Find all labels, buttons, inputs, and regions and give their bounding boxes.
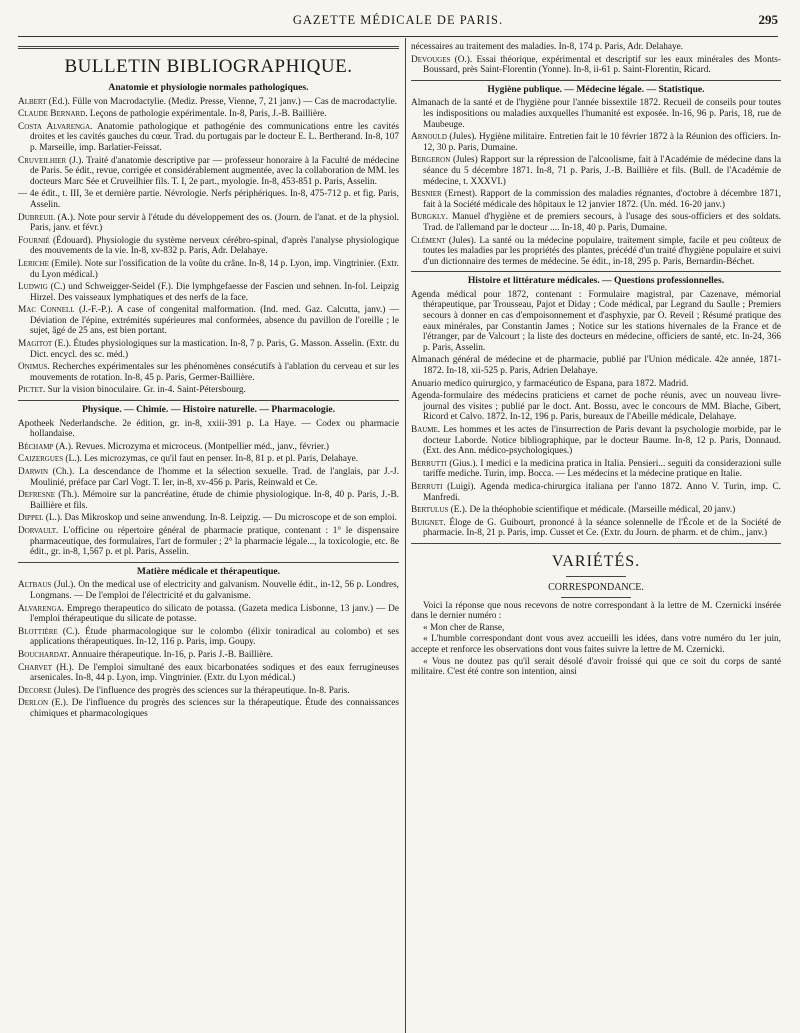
- bibliography-entry: [18, 686, 399, 697]
- entry-text: (H.). De l'emploi simultané des eaux bicarbonatées sodiques et des eaux ferrugineuses arsenicales. In-8, 44 p. Lyon, imp. Vingtrinier. (Extr. du Lyon médical.): [30, 662, 399, 684]
- bibliography-entry: [18, 259, 399, 280]
- bibliography-entry: [411, 425, 781, 457]
- entry-author: Claude Bernard.: [18, 109, 88, 120]
- entry-author: Alvarenga.: [18, 603, 64, 614]
- bibliography-entry: [18, 385, 399, 396]
- entry-text: Emprego therapeutico do silicato de potassa. (Gazeta medica Lisbonne, 13 janv.) — De l'emploi thérapeutique du silicate de potasse.: [30, 603, 399, 625]
- bibliography-entry: [18, 282, 399, 303]
- entry-text: Almanach général de médecine et de pharmacie, publié par l'Union médicale. 42e année, 1871-1872. In-18, xii-525 p. Paris, Adrien Delahaye.: [411, 355, 781, 377]
- entry-text: (O.). Essai théorique, expérimental et descriptif sur les eaux minérales des Monts-Boussard, près Saint-Florentin (Yonne). In-8, ii-61 p. Saint-Florentin, Ricard.: [423, 54, 781, 76]
- entry-text: Anatomie pathologique et pathogénie des communications entre les cavités droites et les cavités gauches du cœur. Trad. du portugais par le docteur E. L. Bertherand. In-8, 107 p. Marseille, imp. Barlatier-Feissat.: [30, 121, 399, 153]
- bibliography-entry: [411, 55, 781, 76]
- entry-text: (Jul.). On the medical use of electricity and galvanism. Nouvelle édit., in-12, 56 p. Londres, Longmans. — De l'emploi de l'électricité et du galvanisme.: [30, 580, 399, 601]
- bibliography-entry: [411, 505, 781, 516]
- entry-text: (E.). De l'influence du progrès des sciences sur la thérapeutique. Étude des connaissances chimiques et pharmacologiques: [30, 698, 399, 719]
- entry-text: (Luigi). Agenda medica-chirurgica italiana per l'anno 1872. Anno V. Turin, imp. C. Manfredi.: [423, 481, 781, 503]
- entry-author: Onimus.: [18, 362, 50, 373]
- bibliography-entry: [18, 604, 399, 625]
- entry-text: (Gius.). I medici e la medicina pratica in Italia. Pensieri... seguiti da considerazioni sulle tariffe mediche. Turin, imp. Bocca. — Les médecins et la médecine pratique en Italie.: [423, 458, 781, 480]
- right-sections: [411, 80, 781, 539]
- entry-text: Les hommes et les actes de l'insurrection de Paris devant la psychologie morbide, par le docteur Laborde. Notice bibliographique, par le docteur Baume. In-8, 12 p. Paris, Donnaud. (Ext. des Ann. médico-psychologiques.): [423, 425, 781, 457]
- entry-author: Defresne: [18, 490, 56, 501]
- entry-author: Magitot: [18, 339, 53, 350]
- correspondance-paragraph: Voici la réponse que nous recevons de notre correspondant à la lettre de M. Czernicki insérée dans le dernier numéro :: [411, 600, 781, 622]
- entry-author: Pictet.: [18, 385, 46, 396]
- entry-author: Derlon: [18, 698, 49, 709]
- entry-text: (A.). Revues. Microzyma et microceus. (Montpellier méd., janv., février.): [55, 441, 330, 452]
- entry-text: (Jules) Rapport sur la répression de l'alcoolisme, fait à l'Académie de médecine dans la séance du 5 décembre 1871. In-8, 71 p. Paris, J.-B. Baillière et fils. (Bull. de l'Académie de médecine, t. XXXVI.): [423, 155, 781, 187]
- bibliography-entry: [18, 663, 399, 684]
- bibliography-entry: [411, 290, 781, 354]
- bibliography-entry: [18, 513, 399, 524]
- entry-text: L'officine ou répertoire général de pharmacie pratique, contenant : 1° le dispensaire pharmaceutique, des formulaires, l'art de formuler ; 2° la pharmacie légale..., la toxicologie, etc. 8e édit., gr. in-8, 1,567 p. et pl. Paris, Asselin.: [30, 525, 399, 558]
- page-number: 295: [758, 12, 778, 27]
- entry-author: Cruveilhier: [18, 155, 67, 166]
- section-heading: Matière médicale et thérapeutique.: [136, 565, 281, 577]
- correspondance-underline: [561, 597, 631, 598]
- entry-author: Besnier: [411, 189, 442, 200]
- entry-author: Ludwig: [18, 282, 48, 293]
- bibliography-entry: [411, 155, 781, 187]
- bibliography-entry: [411, 236, 781, 268]
- entry-text: Leçons de pathologie expérimentale. In-8, Paris, J.-B. Baillière.: [89, 109, 327, 120]
- journal-title: GAZETTE MÉDICALE DE PARIS.: [292, 13, 504, 27]
- bibliography-entry: [18, 339, 399, 360]
- entry-author: Caizergues: [18, 454, 64, 465]
- section-heading: Histoire et littérature médicales. — Questions professionnelles.: [467, 275, 725, 287]
- entry-author: Buignet.: [411, 517, 446, 528]
- right-top-entries: [411, 55, 781, 76]
- continuation-text: nécessaires au traitement des maladies. In-8, 174 p. Paris, Adr. Delahaye.: [411, 42, 684, 52]
- section-rule: [411, 271, 781, 272]
- entry-text: Agenda médical pour 1872, contenant : Formulaire magistral, par Cazenave, mémorial thérapeutique, par Trousseau, Pajot et Diday ; Code médical, par Legrand du Saulle ; Premiers secours à donner en cas d'empoisonnement et d'asphyxie, par O. Reveil ; Résumé pratique des eaux minérales, par Constantin James ; Notice sur les stations hivernales de la France et de l'étranger, par de Valcourt ; la liste des docteurs en médecine, officiers de santé, etc. In-24, 366 p. Paris, Asselin.: [411, 289, 781, 353]
- correspondance-body: [411, 601, 781, 678]
- entry-author: Baume.: [411, 425, 441, 435]
- page-header: [18, 10, 778, 37]
- bibliography-entry: [411, 132, 781, 153]
- entry-text: — 4e édit., t. III, 3e et dernière partie. Névrologie. Nerfs périphériques. In-8, 475-712 p. et fig. Paris, Asselin.: [18, 189, 399, 210]
- bibliography-entry: [411, 98, 781, 130]
- entry-author: Altbaus: [18, 580, 52, 591]
- entry-author: Decorse: [18, 685, 52, 696]
- entry-author: Burgkly.: [411, 212, 448, 223]
- entry-text: (C.). Étude pharmacologique sur le colombo (élixir toniradical au colombo) et ses applications thérapeutiques. In-12, 116 p. Paris, imp. Goupy.: [30, 626, 399, 648]
- entry-author: Fournié: [18, 235, 50, 246]
- entry-author: Berrutti: [411, 458, 447, 469]
- correspondance-heading: CORRESPONDANCE.: [548, 581, 644, 593]
- entry-text: (Ed.). Fülle von Macrodactylie. (Mediz. Presse, Vienne, 7, 21 janv.) — Cas de macrodactylie.: [48, 96, 398, 107]
- entry-text: Recherches expérimentales sur les phénomènes consécutifs à l'ablation du cerveau et sur les mouvements de rotation. In-8, 45 p. Paris, Germer-Baillière.: [30, 362, 399, 383]
- entry-text: (Ernest). Rapport de la commission des maladies régnantes, d'octobre à décembre 1871, fait à la Société médicale des hôpitaux le 12 janvier 1872. (Un. méd. 16-20 janv.): [423, 189, 781, 210]
- entry-text: Anuario medico quirurgico, y farmacéutico de Espana, para 1872. Madrid.: [411, 378, 689, 389]
- bibliography-entry: [18, 490, 399, 511]
- bibliography-entry: [18, 122, 399, 154]
- entry-author: Bergeron: [411, 155, 451, 166]
- bibliography-entry: [411, 212, 781, 233]
- bibliography-entry: [18, 97, 399, 108]
- correspondance-paragraph: « L'humble correspondant dont vous avez accueilli les idées, dans votre numéro du 1er juin, accepte et renforce les observations dont vous faites suivre la lettre de M. Czernicki.: [411, 634, 781, 655]
- bibliography-entry: [18, 419, 399, 440]
- bibliography-entry: [18, 305, 399, 337]
- entry-author: Dubreuil: [18, 212, 56, 223]
- entry-text: (L.). Les microzymas, ce qu'il faut en penser. In-8, 81 p. et pl. Paris, Delahaye.: [65, 454, 359, 465]
- bibliography-entry: [18, 236, 399, 257]
- entry-text: Apotheek Nederlandsche. 2e édition, gr. in-8, xxiii-391 p. La Haye. — Codex ou pharmacie hollandaise.: [18, 418, 399, 440]
- right-column: [411, 42, 781, 1029]
- entry-author: Mac Connell: [18, 305, 75, 316]
- varietes-underline: [566, 576, 626, 577]
- bibliography-entry: [411, 355, 781, 376]
- entry-text: (Th.). Mémoire sur la pancréatine, étude de chimie physiologique. In-8, 40 p. Paris, J.-B. Baillière et fils.: [30, 490, 399, 511]
- entry-text: Sur la vision binoculaire. Gr. in-4. Saint-Pétersbourg.: [47, 385, 246, 396]
- entry-author: Costa Alvarenga.: [18, 121, 93, 132]
- entry-text: (Emile). Note sur l'ossification de la voûte du crâne. In-8, 14 p. Lyon, imp. Vingtrinier. (Extr. du Lyon médical.): [30, 258, 399, 280]
- bibliography-entry: [18, 109, 399, 120]
- title-rule: [18, 46, 399, 49]
- entry-author: Béchamp: [18, 441, 54, 452]
- entry-text: (J.-F.-P.). A case of congenital malformation. (Ind. med. Gaz. Calcutta, janv.) — Déviation de l'épine, extrémités supérieures mal conformées, absence du pavillon de l'oreille ; le sujet, âgé de 25 ans, est bien portant.: [30, 305, 399, 337]
- bibliography-entry: [18, 526, 399, 558]
- entry-author: Charvet: [18, 662, 53, 673]
- bulletin-title: BULLETIN BIBLIOGRAPHIQUE.: [64, 56, 353, 77]
- section-rule: [411, 80, 781, 81]
- bibliography-entry: [18, 362, 399, 383]
- entry-author: Albert: [18, 96, 47, 107]
- correspondance-paragraph: « Mon cher de Ranse,: [423, 622, 505, 633]
- bibliography-entry: [18, 650, 399, 661]
- bibliography-entry: [18, 698, 399, 719]
- entry-text: Manuel d'hygiène et de premiers secours, à l'usage des sous-officiers et des soldats. Trad. de l'allemand par le docteur .... In-18, 40 p. Paris, Dumaine.: [423, 212, 781, 233]
- section-rule: [18, 400, 399, 401]
- entry-text: (Jules). De l'influence des progrès des sciences sur la thérapeutique. In-8. Paris.: [53, 685, 350, 696]
- entry-author: Leriche: [18, 258, 49, 269]
- entry-text: Almanach de la santé et de l'hygiène pour l'année bissextile 1872. Recueil de conseils pour toutes les indispositions ou maladies auxquelles l'humanité est exposée. In-16, 96 p. Paris, 18, rue de Maubeuge.: [411, 98, 781, 130]
- bibliography-entry: [411, 459, 781, 480]
- bibliography-entry: [18, 467, 399, 488]
- bibliography-entry: [411, 391, 781, 423]
- entry-text: (Jules). La santé ou la médecine populaire, traitement simple, facile et peu coûteux de toutes les maladies par les propriétés des plantes, précédé d'un traité d'hygiène populaire et suivi d'un dictionnaire des termes de médecine. 5e édit., in-18, 295 p. Paris, Bernardin-Béchet.: [423, 235, 781, 267]
- entry-text: (Jules). Hygiène militaire. Entretien fait le 10 février 1872 à la Réunion des officiers. In-12, 30 p. Paris, Dumaine.: [423, 132, 781, 153]
- bibliography-entry: [18, 156, 399, 188]
- bibliography-entry: [18, 442, 399, 453]
- varietes-rule: [411, 543, 781, 544]
- bibliography-entry: [18, 213, 399, 234]
- entry-author: Dorvault.: [18, 525, 59, 536]
- section-rule: [18, 562, 399, 563]
- bibliography-entry: [18, 627, 399, 648]
- section-heading: Anatomie et physiologie normales pathologiques.: [108, 82, 309, 93]
- entry-text: (E.). Études physiologiques sur la mastication. In-8, 7 p. Paris, G. Masson. Asselin. (Extr. du Dict. encycl. des sc. méd.): [30, 339, 399, 360]
- bibliography-entry: [18, 580, 399, 601]
- section-heading: Physique. — Chimie. — Histoire naturelle. — Pharmacologie.: [81, 404, 336, 416]
- entry-author: Berruti: [411, 481, 443, 492]
- entry-text: (C.) und Schweigger-Seidel (F.). Die lymphgefaesse der Fascien und sehnen. In-fol. Leipzig Hirzel. Des vaisseaux lymphatiques et des nerfs de la face.: [30, 282, 399, 303]
- bibliography-entry: [411, 482, 781, 503]
- entry-author: Bertulus: [411, 505, 449, 516]
- entry-author: Clément: [411, 235, 446, 246]
- entry-text: (A.). Note pour servir à l'étude du développement des os. (Journ. de l'anat. et de la physiol. Paris, janv. et févr.): [30, 212, 399, 234]
- entry-author: Devouges: [411, 54, 451, 65]
- entry-author: Arnould: [411, 132, 447, 143]
- bibliography-entry: [18, 189, 399, 210]
- bibliography-entry: [411, 379, 781, 390]
- entry-text: (Ch.). La descendance de l'homme et la sélection sexuelle. Trad. de l'anglais, par J.-J. Moulinié, préface par Carl Vogt. T. Ier, in-8, xv-456 p. Paris, Reinwald et Ce.: [30, 467, 399, 488]
- left-column: [18, 42, 399, 1029]
- entry-text: (E.). De la théophobie scientifique et médicale. (Marseille médical, 20 janv.): [450, 505, 736, 516]
- entry-text: Agenda-formulaire des médecins praticiens et carnet de poche réunis, avec un nouveau livre-journal des visites ; publié par le doct. Ant. Bossu, avec le concours de MM. Blache, Gibert, Ricord et Calvo. 1872. In-12, 196 p. Paris, bureaux de l'Abeille médicale, Delahaye.: [411, 391, 781, 423]
- entry-author: Bouchardat.: [18, 649, 70, 660]
- entry-author: Dippel: [18, 513, 44, 524]
- entry-author: Darwin: [18, 467, 49, 477]
- bibliography-entry: [411, 189, 781, 210]
- entry-text: (J.). Traité d'anatomie descriptive par — professeur honoraire à la Faculté de médecine de Paris. 5e édit., revue, corrigée et considérablement augmentée, avec la collaboration de MM. les docteurs Marc Sée et Cruveilhier fils. T. I, 2e part., myologie. In-8, 453-851 p. Paris, Asselin.: [30, 155, 399, 187]
- bibliography-entry: [411, 518, 781, 539]
- column-divider: [405, 38, 406, 1033]
- entry-text: (L.). Das Mikroskop und seine anwendung. In-8. Leipzig. — Du microscope et de son emploi.: [45, 513, 397, 524]
- varietes-title: VARIÉTÉS.: [551, 552, 641, 570]
- entry-text: (Édouard). Physiologie du système nerveux cérébro-spinal, d'après l'analyse physiologique des mouvements de la vie. In-8, xv-832 p. Paris, Adr. Delahaye.: [30, 235, 399, 257]
- entry-text: Éloge de G. Guibourt, prononcé à la séance solennelle de l'École et de la Société de pharmacie. In-8, 21 p. Paris, imp. Cusset et Ce. (Extr. du Journ. de pharm. et de chim., janv.): [423, 517, 781, 539]
- entry-author: Blottière: [18, 626, 58, 637]
- entry-text: Annuaire thérapeutique. In-16, p. Paris J.-B. Baillière.: [71, 649, 273, 660]
- left-sections: [18, 83, 399, 719]
- bibliography-entry: [18, 454, 399, 465]
- correspondance-paragraph: « Vous ne doutez pas qu'il serait désolé d'avoir froissé qui que ce soit du corps de santé militaire. C'est été contre son intention, ainsi: [411, 656, 781, 678]
- section-heading: Hygiène publique. — Médecine légale. — Statistique.: [487, 83, 705, 95]
